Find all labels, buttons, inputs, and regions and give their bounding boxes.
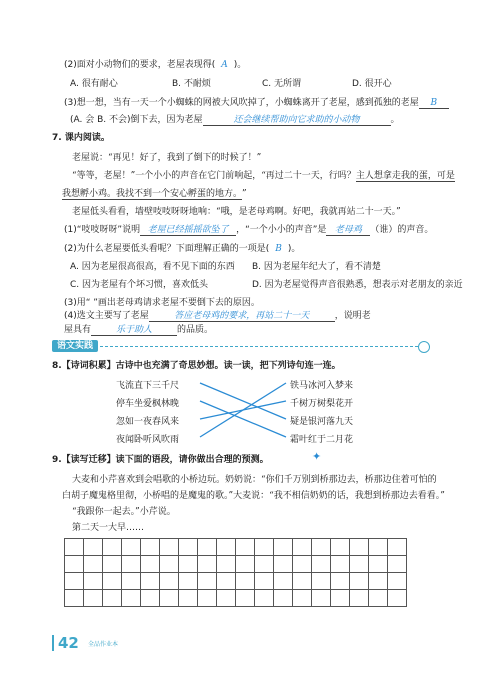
grid-cell[interactable] (103, 556, 122, 573)
grid-cell[interactable] (388, 590, 407, 607)
grid-cell[interactable] (141, 556, 160, 573)
q7-paragraph-2: “等等，老屋！”一个小小的声音在它门前响起，“再过二十一天，行吗？主人想拿走我的蛋，可是 (72, 168, 455, 182)
grid-cell[interactable] (369, 590, 388, 607)
grid-cell[interactable] (293, 539, 312, 556)
grid-cell[interactable] (160, 556, 179, 573)
grid-cell[interactable] (350, 539, 369, 556)
grid-cell[interactable] (350, 573, 369, 590)
q8-left-2: 停车坐爱枫林晚 (116, 399, 180, 409)
grid-cell[interactable] (369, 539, 388, 556)
grid-cell[interactable] (198, 590, 217, 607)
q7-opt-c: C. 因为老屋有个坏习惯，喜欢低头 (70, 280, 209, 290)
q8-right-1: 铁马冰河入梦来 (290, 381, 354, 391)
section-banner-label: 语文实践 (52, 340, 98, 352)
q6-sub2: (2)面对小动物们的要求，老屋表现得( A )。 (64, 60, 247, 70)
q8-title: 8.【诗词积累】古诗中也充满了奇思妙想。读一读，把下列诗句连一连。 (52, 361, 341, 371)
grid-cell[interactable] (103, 590, 122, 607)
q6-opt-c: C. 无所谓 (262, 79, 302, 89)
grid-cell[interactable] (274, 539, 293, 556)
bird-icon: ✦ (312, 450, 322, 463)
grid-cell[interactable] (236, 556, 255, 573)
grid-cell[interactable] (198, 573, 217, 590)
book-name: 全品作业本 (88, 641, 119, 648)
grid-cell[interactable] (141, 590, 160, 607)
grid-cell[interactable] (122, 556, 141, 573)
grid-cell[interactable] (65, 590, 84, 607)
q7-paragraph-1: 老屋说：“再见！好了，我到了倒下的时候了！” (72, 153, 262, 163)
q7-sub1: (1)“吱吱呀呀”说明 老屋已经摇摇欲坠了 ，“一个小小的声音”是 老母鸡 （谁）的声音。 (64, 222, 433, 236)
q9-paragraph-1: 大麦和小芹喜欢到会唱歌的小桥边玩。奶奶说：“你们千万别到桥那边去，桥那边住着可怕的 (72, 475, 437, 485)
grid-cell[interactable] (312, 590, 331, 607)
grid-cell[interactable] (255, 539, 274, 556)
grid-cell[interactable] (217, 539, 236, 556)
grid-cell[interactable] (160, 590, 179, 607)
grid-cell[interactable] (84, 573, 103, 590)
q7-sub2: (2)为什么老屋要低头看呢？下面理解正确的一项是( B )。 (64, 244, 301, 254)
q8-right-3: 疑是银河落九天 (290, 417, 354, 427)
grid-cell[interactable] (331, 556, 350, 573)
grid-cell[interactable] (293, 590, 312, 607)
q7-sub4: (4)选文主要写了老屋 答应老母鸡的要求，再站二十一天 ，说明老 (64, 308, 371, 322)
grid-cell[interactable] (255, 590, 274, 607)
q9-paragraph-3: “我跟你一起去。”小芹说。 (72, 507, 176, 517)
q6-sub3b: (A. 会 B. 不会)倒下去，因为老屋 还会继续帮助向它求助的小动物 。 (70, 112, 400, 126)
grid-cell[interactable] (274, 556, 293, 573)
q7-paragraph-2b: 我想孵小鸡。我找不到一个安心孵蛋的地方。” (62, 186, 247, 200)
grid-cell[interactable] (141, 573, 160, 590)
grid-cell[interactable] (84, 539, 103, 556)
grid-cell[interactable] (65, 556, 84, 573)
grid-cell[interactable] (160, 539, 179, 556)
grid-cell[interactable] (236, 539, 255, 556)
q8-left-1: 飞流直下三千尺 (116, 381, 180, 391)
grid-cell[interactable] (331, 539, 350, 556)
grid-cell[interactable] (350, 590, 369, 607)
grid-cell[interactable] (122, 590, 141, 607)
grid-cell[interactable] (255, 556, 274, 573)
grid-cell[interactable] (369, 556, 388, 573)
grid-cell[interactable] (236, 573, 255, 590)
q7-sub3: (3)用“ ”画出老母鸡请求老屋不要倒下去的原因。 (64, 298, 260, 308)
grid-cell[interactable] (65, 539, 84, 556)
grid-cell[interactable] (122, 573, 141, 590)
grid-cell[interactable] (160, 573, 179, 590)
grid-cell[interactable] (388, 539, 407, 556)
q8-right-2: 千树万树梨花开 (290, 399, 354, 409)
q9-paragraph-2: 白胡子魔鬼格里彻，小桥唱的是魔鬼的歌。”大麦说：“我不相信奶奶的话，我想到桥那边去看看。” (62, 491, 445, 501)
grid-cell[interactable] (236, 590, 255, 607)
grid-cell[interactable] (122, 539, 141, 556)
q6-opt-b: B. 不耐烦 (172, 79, 211, 89)
q8-right-4: 霜叶红于二月花 (290, 435, 354, 445)
writing-grid[interactable] (64, 538, 428, 646)
grid-cell[interactable] (198, 556, 217, 573)
grid-cell[interactable] (103, 573, 122, 590)
grid-cell[interactable] (274, 590, 293, 607)
grid-cell[interactable] (255, 573, 274, 590)
q8-left-4: 夜闻卧听风吹雨 (116, 435, 180, 445)
q8-left-3: 忽如一夜春风来 (116, 417, 180, 427)
grid-cell[interactable] (179, 590, 198, 607)
q7-opt-a: A. 因为老屋很高很高，看不见下面的东西 (70, 262, 235, 272)
q6-opt-a: A. 很有耐心 (70, 79, 118, 89)
grid-cell[interactable] (84, 556, 103, 573)
q9-title: 9.【读写迁移】读下面的语段，请你做出合理的预测。 (52, 455, 269, 465)
grid-cell[interactable] (331, 573, 350, 590)
grid-cell[interactable] (331, 590, 350, 607)
grid-cell[interactable] (217, 573, 236, 590)
grid-cell[interactable] (369, 573, 388, 590)
q7-sub4b: 屋具有 乐于助人 的品质。 (64, 322, 213, 336)
grid-cell[interactable] (293, 556, 312, 573)
grid-cell[interactable] (388, 573, 407, 590)
grid-cell[interactable] (312, 573, 331, 590)
q6-sub3: (3)想一想，当有一天一个小蜘蛛的网被大风吹掉了，小蜘蛛离开了老屋，感到孤独的老屋 B (64, 95, 449, 109)
q9-prompt: 第二天一大早…… (72, 523, 145, 533)
q6-opt-d: D. 很开心 (352, 79, 392, 89)
grid-cell[interactable] (312, 539, 331, 556)
grid-cell[interactable] (84, 590, 103, 607)
q7-opt-b: B. 因为老屋年纪大了，看不清楚 (252, 262, 381, 272)
q7-title: 7. 课内阅读。 (52, 133, 110, 143)
page-number: 42 (58, 634, 79, 652)
grid-cell[interactable] (350, 556, 369, 573)
grid-cell[interactable] (103, 539, 122, 556)
grid-cell[interactable] (141, 539, 160, 556)
grid-cell[interactable] (198, 539, 217, 556)
grid-cell[interactable] (274, 573, 293, 590)
q7-paragraph-3: 老屋低头看看，墙壁吱吱呀呀地响：“哦，是老母鸡啊。好吧，我就再站二十一天。” (72, 207, 401, 217)
grid-cell[interactable] (65, 573, 84, 590)
grid-cell[interactable] (217, 590, 236, 607)
grid-cell[interactable] (388, 556, 407, 573)
grid-cell[interactable] (293, 573, 312, 590)
grid-cell[interactable] (312, 556, 331, 573)
q7-opt-d: D. 因为老屋觉得声音很熟悉，想表示对老朋友的亲近 (252, 280, 463, 290)
grid-cell[interactable] (179, 539, 198, 556)
grid-cell[interactable] (217, 556, 236, 573)
footer-bar (52, 635, 54, 651)
grid-cell[interactable] (179, 573, 198, 590)
grid-cell[interactable] (179, 556, 198, 573)
